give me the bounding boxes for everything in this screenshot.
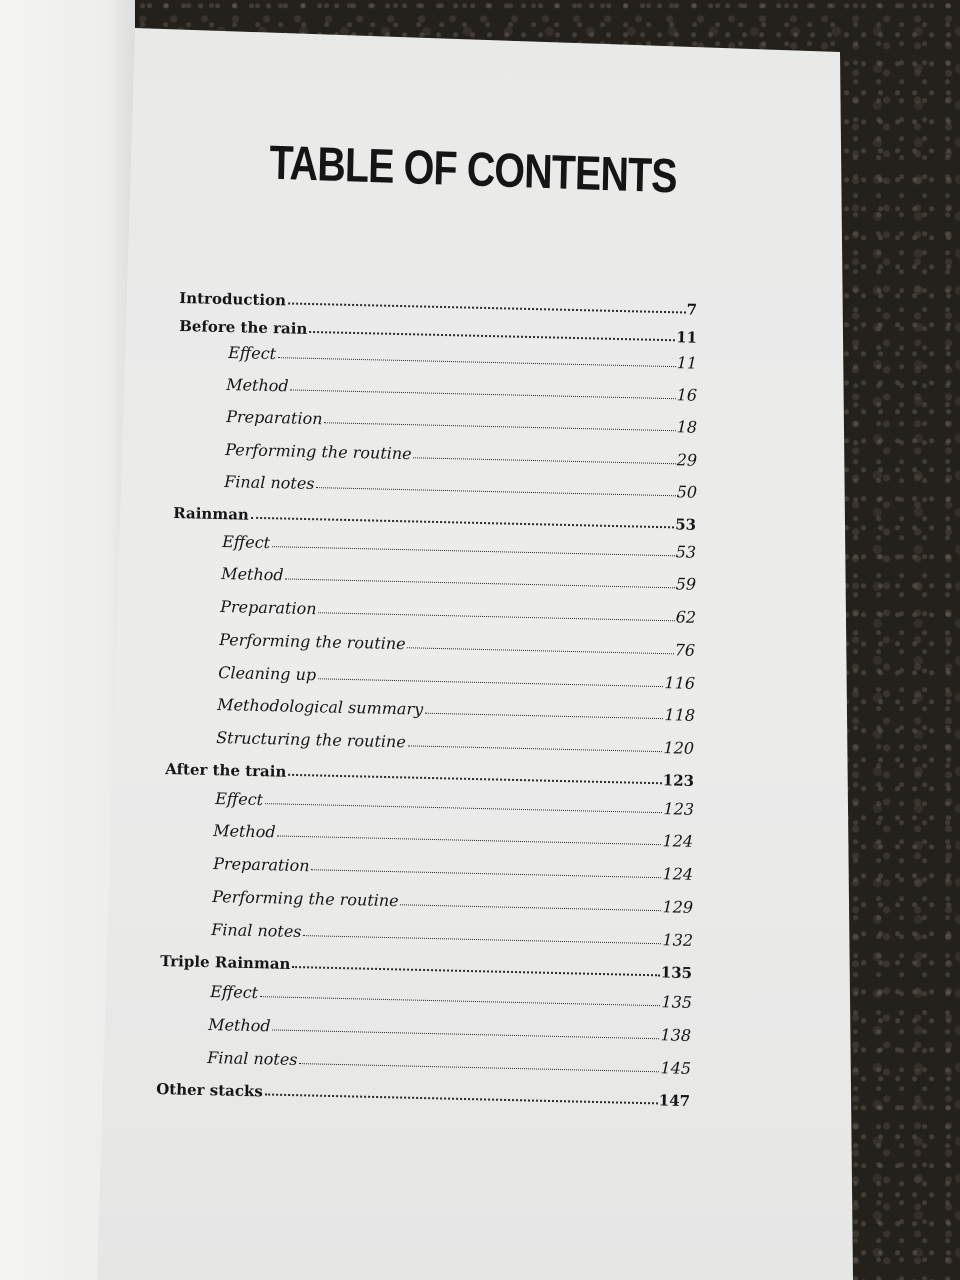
dot-leader [408,745,663,752]
toc-entry-label: Method [208,1015,271,1036]
toc-entry-label: Method [226,375,289,396]
dot-leader [414,457,676,464]
toc-entry-label: Performing the routine [219,630,406,654]
toc-entry-page-number: 11 [676,353,698,373]
dot-leader [251,517,674,529]
toc-entry-label: Cleaning up [218,663,317,685]
toc-entry-page-number: 120 [663,738,695,758]
toc-entry-page-number: 135 [661,992,693,1012]
toc-entry-page-number: 129 [662,897,694,917]
dot-leader [292,966,659,976]
dot-leader [265,1093,658,1104]
dot-leader [291,389,676,399]
dot-leader [273,1029,660,1039]
toc-section-entry [220,592,696,627]
dot-leader [408,647,674,654]
toc-entry-label: Before the rain [179,317,308,338]
toc-entry-page-number: 124 [662,864,694,884]
toc-entry-label: Preparation [226,407,323,429]
toc-entry-label: Method [221,564,284,585]
toc-entry-label: Final notes [207,1048,298,1070]
toc-section-entry [226,370,697,405]
toc-section-entry [226,402,697,437]
toc-entry-label: Rainman [173,504,250,524]
dot-leader [278,835,662,845]
toc-section-entry [219,625,695,660]
dot-leader [260,996,660,1006]
dot-leader [316,487,675,496]
toc-section-entry [210,977,692,1012]
toc-entry-page-number: 53 [674,515,697,534]
toc-section-entry [211,915,693,950]
toc-section-entry [217,690,695,725]
toc-entry-page-number: 53 [675,542,697,562]
toc-chapter-entry [160,946,692,982]
toc-entry-page-number: 124 [662,831,694,851]
toc-entry-page-number: 138 [660,1025,692,1045]
toc-entry-page-number: 11 [675,328,698,347]
toc-section-entry [221,559,696,594]
toc-entry-page-number: 18 [676,417,698,437]
toc-section-entry [216,723,694,758]
toc-entry-page-number: 50 [676,482,698,502]
toc-entry-label: Performing the routine [225,440,412,464]
toc-entry-label: Final notes [211,920,302,942]
dot-leader [286,578,675,588]
dot-leader [265,803,662,813]
dot-leader [311,869,661,878]
toc-entry-page-number: 76 [674,640,696,660]
toc-entry-page-number: 59 [675,574,697,594]
toc-section-entry [224,467,697,502]
toc-entry-label: Effect [228,343,277,364]
toc-section-entry [207,1043,691,1078]
toc-entry-label: Methodological summary [217,695,424,719]
toc-entry-label: Structuring the routine [216,728,407,752]
toc-entry-label: Final notes [224,472,315,494]
dot-leader [299,1063,659,1072]
dot-leader [288,774,661,784]
toc-entry-label: Preparation [213,854,310,876]
toc-entry-label: Effect [210,982,259,1003]
toc-entry-label: Method [213,821,276,842]
dot-leader [278,357,676,367]
toc-entry-page-number: 135 [660,963,693,983]
toc-section-entry [213,816,693,851]
page-title: TABLE OF CONTENTS [268,136,678,204]
toc-entry-page-number: 7 [686,300,698,319]
toc-entry-label: Performing the routine [212,887,399,911]
dot-leader [401,904,662,911]
toc-section-entry [208,1010,691,1045]
dot-leader [318,678,663,687]
toc-entry-page-number: 145 [660,1058,692,1078]
toc-entry-label: Other stacks [156,1080,264,1101]
toc-chapter-entry [156,1074,690,1110]
toc-entry-label: Preparation [220,597,317,619]
dot-leader [324,422,675,431]
toc-entry-page-number: 147 [658,1091,691,1111]
dot-leader [288,302,686,313]
toc-entry-page-number: 118 [664,705,696,725]
dot-leader [318,612,674,621]
toc-entry-label: Introduction [179,289,287,310]
dot-leader [303,935,661,944]
toc-section-entry [213,849,693,884]
toc-entry-page-number: 123 [662,771,695,791]
toc-entry-page-number: 16 [676,385,698,405]
toc-section-entry [218,658,695,693]
dot-leader [425,713,663,719]
toc-entry-label: After the train [165,760,287,781]
toc-entry-page-number: 123 [663,799,695,819]
toc-entry-label: Effect [215,789,264,810]
toc-entry-page-number: 62 [675,607,697,627]
toc-entry-label: Effect [222,532,271,553]
toc-entry-page-number: 116 [664,673,696,693]
dot-leader [272,546,675,556]
toc-entry-page-number: 132 [662,930,694,950]
toc-entry-page-number: 29 [676,450,698,470]
toc-entry-label: Triple Rainman [160,952,291,973]
toc-section-entry [215,784,694,819]
toc-section-entry [225,435,697,470]
toc-section-entry [212,882,693,917]
dot-leader [309,331,675,341]
